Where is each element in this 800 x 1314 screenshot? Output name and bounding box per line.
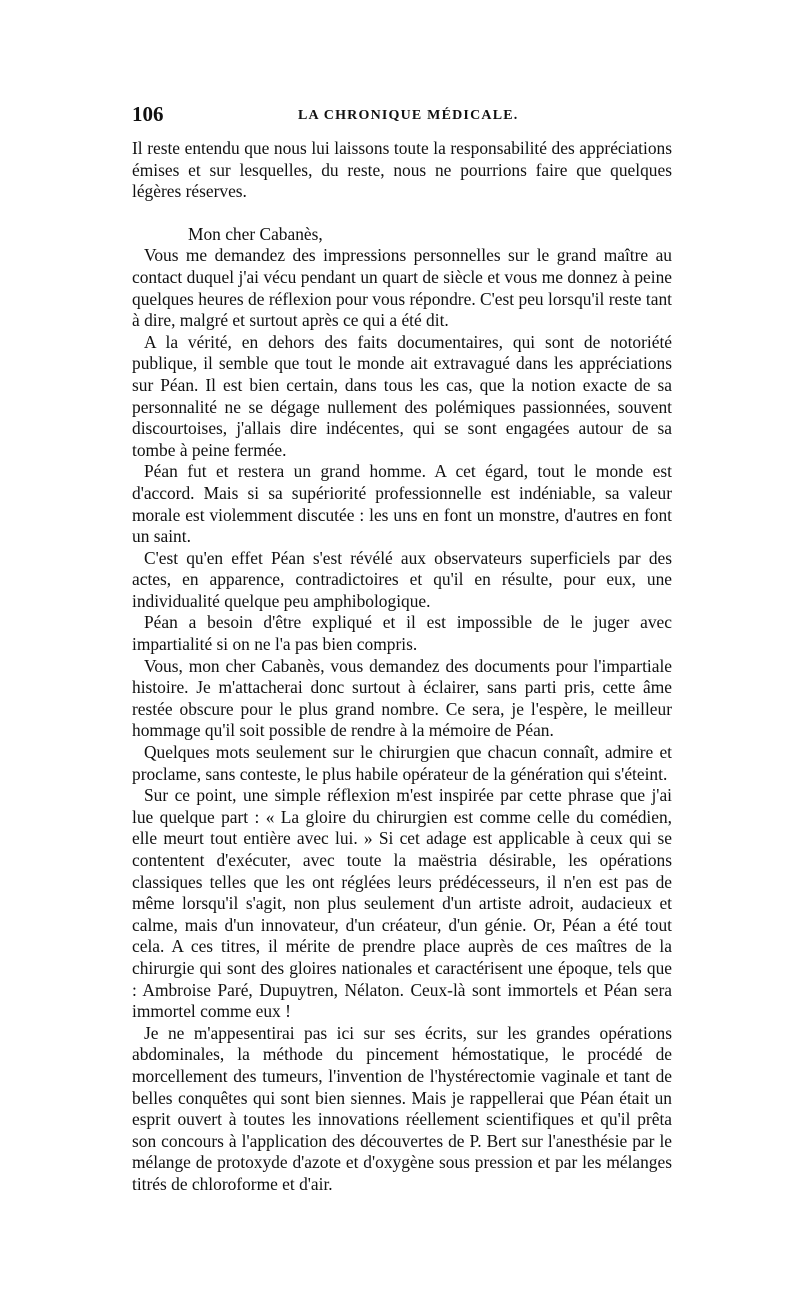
paragraph: Quelques mots seulement sur le chirurgien que chacun connaît, admire et proclame, sans conteste, le plus habile opérateur de la génération qui s'éteint.: [132, 742, 672, 784]
paragraph: Je ne m'appesentirai pas ici sur ses écrits, sur les grandes opérations abdominales, la méthode du pincement hémostatique, le procédé de morcellement des tumeurs, l'invention de l'hystérectomie vaginale et tant de belles conquêtes qui sont bien siennes. Mais je rappellerai que Péan était un esprit ouvert à toutes les innovations réellement scientifiques et qu'il prêta son concours à l'application des découvertes de P. Bert sur l'anesthésie par le mélange de protoxyde d'azote et d'oxygène sous pression et par les mélanges titrés de chloroforme et d'air.: [132, 1022, 672, 1194]
salutation: Mon cher Cabanès,: [188, 223, 323, 244]
body-text: [132, 138, 672, 1196]
paragraph: Péan fut et restera un grand homme. A cet égard, tout le monde est d'accord. Mais si sa supériorité professionnelle est indéniable, sa valeur morale est violemment discutée : les uns en font un monstre, d'autres en font un saint.: [132, 461, 672, 547]
page-header: [132, 102, 672, 132]
paragraph: Vous me demandez des impressions personnelles sur le grand maître au contact duquel j'ai vécu pendant un quart de siècle et vous me donnez à peine quelques heures de réflexion pour vous répondre. C'est peu lorsqu'il reste tant à dire, malgré et surtout après ce qui a été dit.: [132, 245, 672, 331]
page-number: 106: [132, 102, 164, 126]
paragraph: Vous, mon cher Cabanès, vous demandez des documents pour l'impartiale histoire. Je m'attacherai donc surtout à éclairer, sans parti pris, cette âme restée obscure pour le plus grand nombre. Ce sera, je l'espère, le meilleur hommage qu'il soit possible de rendre à la mémoire de Péan.: [132, 655, 672, 741]
paragraph: A la vérité, en dehors des faits documentaires, qui sont de notoriété publique, il semble que tout le monde ait extravagué dans les appréciations sur Péan. Il est bien certain, dans tous les cas, que la notion exacte de sa personnalité ne se dégage nullement des polémiques passionnées, souvent discourtoises, j'allais dire indécentes, qui se sont engagées autour de sa tombe à peine fermée.: [132, 331, 672, 460]
paragraph: Sur ce point, une simple réflexion m'est inspirée par cette phrase que j'ai lue quelque part : « La gloire du chirurgien est comme celle du comédien, elle meurt tout entière avec lui. » Si cet adage est applicable à ceux qui se contentent d'exécuter, avec toute la maëstria désirable, les opérations classiques telles que les ont réglées leurs prédécesseurs, il n'en est pas de même lorsqu'il s'agit, non plus seulement d'un artiste adroit, audacieux et calme, mais d'un innovateur, d'un créateur, d'un génie. Or, Péan a été tout cela. A ces titres, il mérite de prendre place auprès de ces maîtres de la chirurgie qui sont des gloires nationales et caractérisent une époque, tels que : Ambroise Paré, Dupuytren, Nélaton. Ceux-là sont immortels et Péan sera immortel comme eux !: [132, 785, 672, 1022]
paragraph: Péan a besoin d'être expliqué et il est impossible de le juger avec impartialité si on ne l'a pas bien compris.: [132, 612, 672, 655]
paragraph: C'est qu'en effet Péan s'est révélé aux observateurs superficiels par des actes, en apparence, contradictoires et qu'il en résulte, pour eux, une individualité quelque peu amphibologique.: [132, 547, 672, 611]
running-title: LA CHRONIQUE MÉDICALE.: [298, 108, 519, 123]
paragraph-intro: Il reste entendu que nous lui laissons toute la responsabilité des appréciations émises et sur lesquelles, du reste, nous ne pourrions faire que quelques légères réserves.: [132, 138, 672, 202]
